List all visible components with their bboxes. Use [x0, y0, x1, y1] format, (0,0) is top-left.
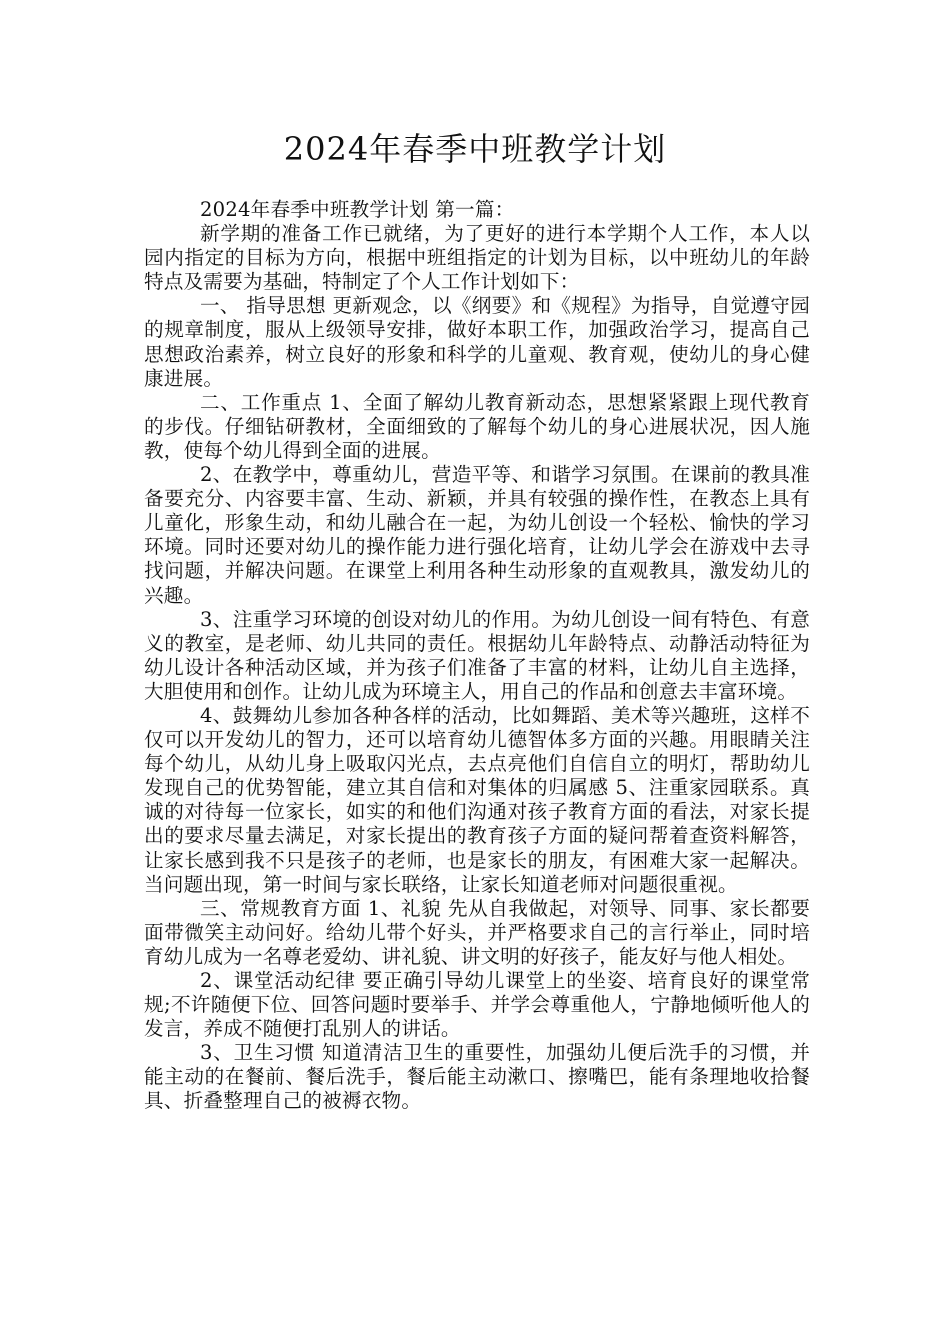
document-title: 2024年春季中班教学计划	[283, 130, 667, 168]
paragraph-work-focus-4-5: 4、鼓舞幼儿参加各种各样的活动，比如舞蹈、美术等兴趣班，这样不仅可以开发幼儿的智力，还可以培育幼儿德智体多方面的兴趣。用眼睛关注每个幼儿，从幼儿身上吸取闪光点，去点亮他们自信自立的明灯，帮助幼儿发现自己的优势智能，建立其自信和对集体的归属感 5、注重家园联系。真诚的对待每一位家长，如实的和他们沟通对孩子教育方面的看法，对家长提出的要求尽量去满足，对家长提出的教育孩子方面的疑问帮着查资料解答，让家长感到我不只是孩子的老师，也是家长的朋友，有困难大家一起解决。当问题出现，第一时间与家长联络，让家长知道老师对问题很重视。	[144, 703, 810, 896]
paragraph-guiding-ideology: 一、 指导思想 更新观念，以《纲要》和《规程》为指导，自觉遵守园的规章制度，服从上级领导安排，做好本职工作，加强政治学习，提高自己思想政治素养，树立良好的形象和科学的儿童观、教育观，使幼儿的身心健康进展。	[144, 294, 810, 390]
paragraph-routine-hygiene: 3、卫生习惯 知道清洁卫生的重要性，加强幼儿便后洗手的习惯，并能主动的在餐前、餐后洗手，餐后能主动漱口、擦嘴巴，能有条理地收拾餐具、折叠整理自己的被褥衣物。	[144, 1041, 810, 1113]
paragraph-routine-politeness: 三、常规教育方面 1、礼貌 先从自我做起，对领导、同事、家长都要面带微笑主动问好。给幼儿带个好头，并严格要求自己的言行举止，同时培育幼儿成为一名尊老爱幼、讲礼貌、讲文明的好孩子，能友好与他人相处。	[144, 896, 810, 968]
paragraph-work-focus-1: 二、工作重点 1、全面了解幼儿教育新动态，思想紧紧跟上现代教育的步伐。仔细钻研教材，全面细致的了解每个幼儿的身心进展状况，因人施教，使每个幼儿得到全面的进展。	[144, 390, 810, 462]
document-body	[144, 198, 810, 1114]
paragraph-heading: 2024年春季中班教学计划 第一篇：	[200, 198, 515, 221]
paragraph-work-focus-3: 3、注重学习环境的创设对幼儿的作用。为幼儿创设一间有特色、有意义的教室，是老师、幼儿共同的责任。根据幼儿年龄特点、动静活动特征为幼儿设计各种活动区域，并为孩子们准备了丰富的材料，让幼儿自主选择，大胆使用和创作。让幼儿成为环境主人，用自己的作品和创意去丰富环境。	[144, 607, 810, 703]
paragraph-intro: 新学期的准备工作已就绪，为了更好的进行本学期个人工作，本人以园内指定的目标为方向，根据中班组指定的计划为目标，以中班幼儿的年龄特点及需要为基础，特制定了个人工作计划如下：	[144, 222, 810, 294]
paragraph-routine-discipline: 2、课堂活动纪律 要正确引导幼儿课堂上的坐姿、培育良好的课堂常规;不许随便下位、回答问题时要举手、并学会尊重他人，宁静地倾听他人的发言，养成不随便打乱别人的讲话。	[144, 969, 810, 1041]
paragraph-work-focus-2: 2、在教学中，尊重幼儿，营造平等、和谐学习氛围。在课前的教具准备要充分、内容要丰富、生动、新颖，并具有较强的操作性，在教态上具有儿童化，形象生动，和幼儿融合在一起，为幼儿创设一个轻松、愉快的学习环境。同时还要对幼儿的操作能力进行强化培育，让幼儿学会在游戏中去寻找问题，并解决问题。在课堂上利用各种生动形象的直观教具，激发幼儿的兴趣。	[144, 463, 810, 607]
